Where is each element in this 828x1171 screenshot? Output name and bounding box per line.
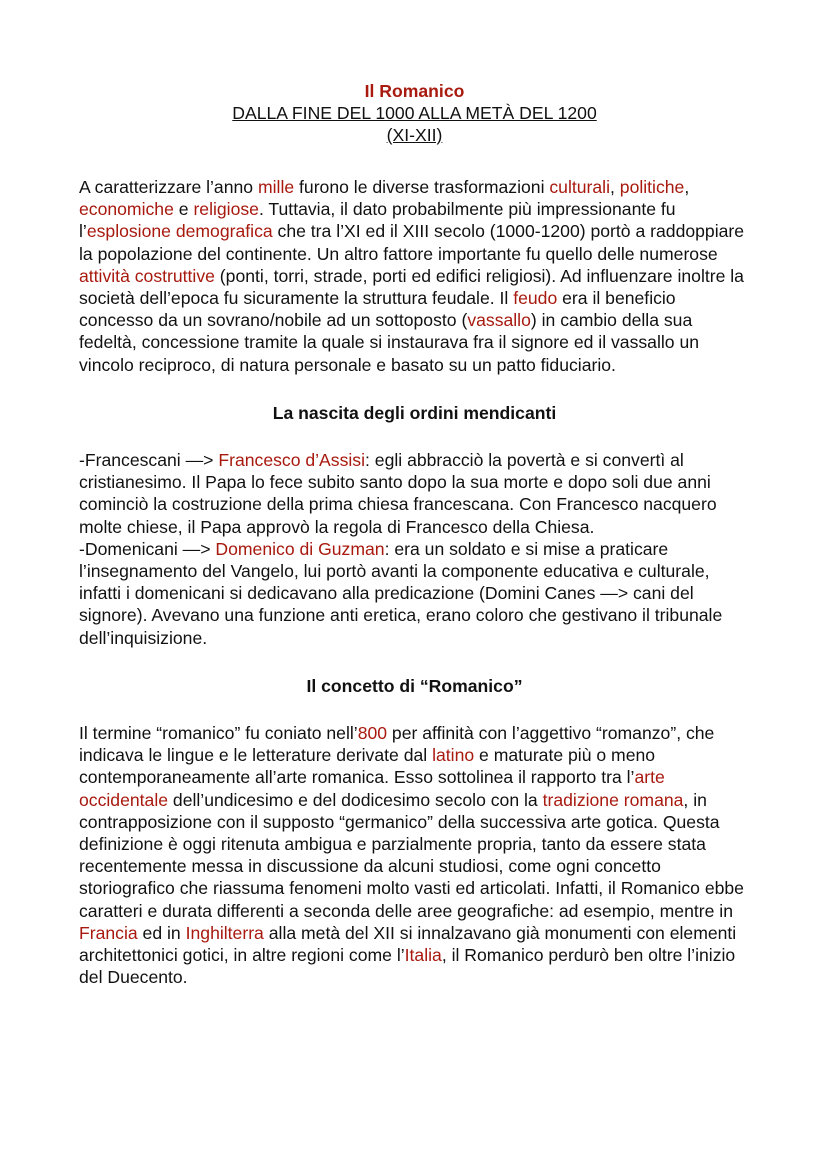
section-heading-orders: La nascita degli ordini mendicanti	[272, 402, 557, 423]
highlighted-term: Inghilterra	[185, 922, 264, 943]
text-run: -Francescani —>	[79, 450, 219, 471]
concept-paragraph	[79, 722, 750, 988]
highlighted-term: latino	[432, 745, 475, 766]
highlighted-term: tradizione romana	[542, 789, 684, 810]
text-run: e	[173, 199, 194, 220]
highlighted-term: Francia	[79, 922, 138, 943]
highlighted-term: economiche	[79, 199, 174, 220]
text-run: per affinità con l’aggettivo “romanzo”, che indicava le lingue e le letterature derivate dal	[79, 723, 715, 766]
text-run: Il termine “romanico” fu coniato nell’	[79, 723, 358, 744]
highlighted-term: mille	[257, 177, 295, 197]
document-period: (XI-XII)	[386, 125, 443, 145]
section-heading-concept: Il concetto di “Romanico”	[306, 675, 523, 696]
francescani-paragraph	[79, 449, 750, 538]
text-run: A caratterizzare l’anno	[79, 177, 258, 197]
text-run: : era un soldato e si mise a praticare l’insegnamento del Vangelo, lui portò avanti la componente educativa e culturale, infatti i domenicani si dedicavano alla predicazione (Domini Canes —> cani del signore). Avevano una funzione anti eretica, erano coloro che gestivano il tribunale dell’inquisizione.	[79, 538, 723, 648]
text-run: furono le diverse trasformazioni	[294, 177, 550, 197]
intro-paragraph	[79, 176, 750, 376]
highlighted-term: religiose	[193, 199, 259, 220]
text-run: dell’undicesimo e del dodicesimo secolo con la	[168, 789, 543, 810]
highlighted-term: Domenico di Guzman	[215, 538, 385, 559]
text-run: e maturate più o meno contemporaneamente all’arte romanica. Esso sottolinea il rapporto tra l’	[79, 745, 656, 788]
highlighted-term: Francesco d’Assisi	[218, 450, 366, 471]
highlighted-term: politiche	[619, 177, 685, 197]
text-run: (ponti, torri, strade, porti ed edifici religiosi). Ad influenzare inoltre la società dell’epoca fu sicuramente la struttura feudale. Il	[79, 265, 744, 309]
text-run: ,	[610, 177, 620, 197]
domenicani-paragraph	[79, 538, 750, 649]
highlighted-term: vassallo	[467, 310, 531, 331]
text-run: ed in	[137, 922, 186, 943]
text-run: -Domenicani —>	[79, 538, 216, 559]
text-run: ) in cambio della sua fedeltà, concessione tramite la quale si instaurava fra il signore ed il vassallo un vincolo reciproco, di natura personale e basato su un patto fiduciario.	[79, 310, 700, 375]
text-run: che tra l’XI ed il XIII secolo (1000-1200) portò a raddoppiare la popolazione del continente. Un altro fattore importante fu quello delle numerose	[79, 221, 745, 264]
highlighted-term: feudo	[513, 288, 558, 309]
highlighted-term: attività costruttive	[79, 265, 215, 286]
text-run: ,	[684, 177, 690, 197]
text-run: era il beneficio concesso da un sovrano/nobile ad un sottoposto (	[79, 288, 676, 331]
text-run: , in contrapposizione con il supposto “germanico” della successiva arte gotica. Questa definizione è oggi ritenuta ambigua e parzialmente propria, tanto da essere stata recentemente messa in discussione da alcuni studiosi, come ogni concetto storiografico che riassuma fenomeni molto vasti ed articolati. Infatti, il Romanico ebbe caratteri e durata differenti a seconda delle aree geografiche: ad esempio, mentre in	[79, 789, 744, 921]
highlighted-term: 800	[357, 723, 388, 744]
highlighted-term: culturali	[549, 177, 610, 197]
text-run: alla metà del XII si innalzavano già monumenti con elementi architettonici gotici, in altre regioni come l’	[79, 922, 737, 966]
document-subtitle: DALLA FINE DEL 1000 ALLA METÀ DEL 1200	[232, 103, 597, 123]
text-run: . Tuttavia, il dato probabilmente più impressionante fu l’	[79, 199, 676, 242]
highlighted-term: Italia	[404, 945, 442, 966]
text-run: : egli abbracciò la povertà e si convertì al cristianesimo. Il Papa lo fece subito santo dopo la sua morte e dopo soli due anni cominciò la costruzione della prima chiesa francescana. Con Francesco nacquero molte chiese, il Papa approvò la regola di Francesco della Chiesa.	[79, 450, 717, 537]
highlighted-term: esplosione demografica	[86, 221, 273, 242]
document-title: Il Romanico	[364, 81, 465, 101]
highlighted-term: arte occidentale	[79, 767, 665, 810]
text-run: , il Romanico perdurò ben oltre l’inizio del Duecento.	[79, 945, 736, 988]
